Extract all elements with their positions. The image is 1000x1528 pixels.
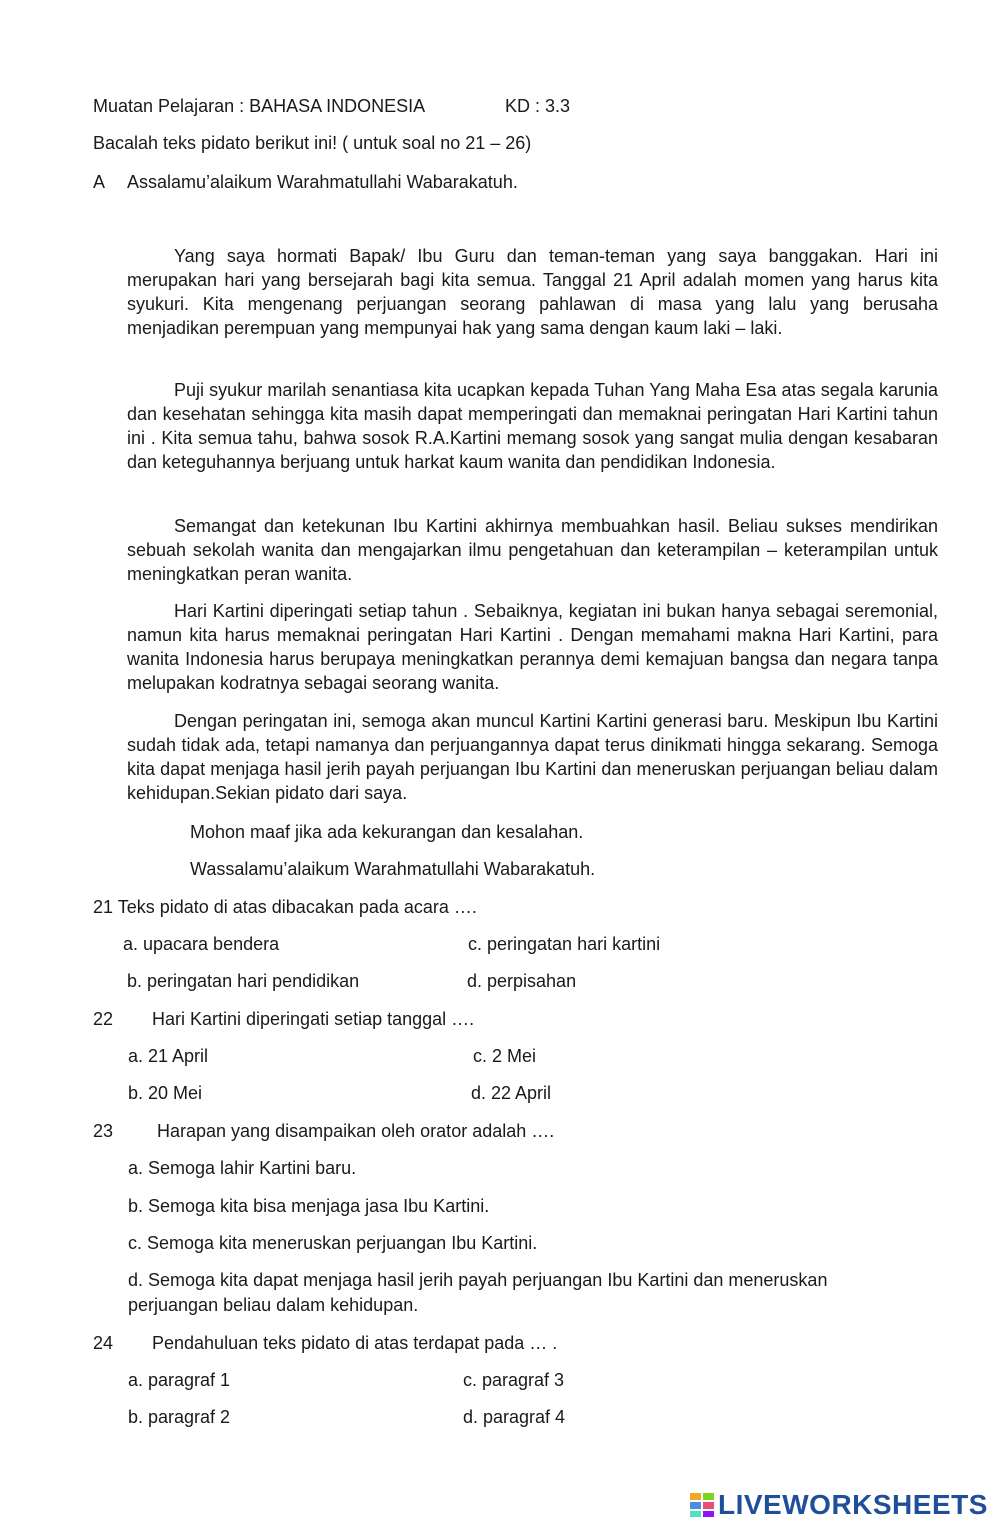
q23-option-b: b. Semoga kita bisa menjaga jasa Ibu Kartini.: [128, 1196, 490, 1216]
q21-option-a: a. upacara bendera: [123, 934, 280, 954]
section-letter: A: [93, 172, 106, 192]
speech-paragraph-3-text: Semangat dan ketekunan Ibu Kartini akhirnya membuahkan hasil. Beliau sukses mendirikan sebuah sekolah wanita dan mengajarkan ilmu pengetahuan dan keterampilan – keterampilan untuk meningkatkan peran wanita.: [127, 516, 938, 584]
speech-paragraph-2: [127, 378, 938, 474]
liveworksheets-brand-text: LIVEWORKSHEETS: [718, 1489, 988, 1520]
q23-option-a: a. Semoga lahir Kartini baru.: [128, 1158, 357, 1178]
q23-option-c: c. Semoga kita meneruskan perjuangan Ibu Kartini.: [128, 1233, 538, 1253]
question-23-text: Harapan yang disampaikan oleh orator adalah ….: [157, 1121, 555, 1141]
q22-option-d: d. 22 April: [471, 1083, 552, 1103]
q22-option-a: a. 21 April: [128, 1046, 209, 1066]
question-22-text: Hari Kartini diperingati setiap tanggal ….: [152, 1009, 475, 1029]
speech-paragraph-1: [127, 244, 938, 340]
closing-greeting: Wassalamu’alaikum Warahmatullahi Wabarakatuh.: [190, 859, 596, 879]
question-23-number: 23: [93, 1121, 114, 1141]
q23-option-d-line2: perjuangan beliau dalam kehidupan.: [128, 1295, 419, 1315]
speech-paragraph-5: [127, 709, 938, 805]
question-24-number: 24: [93, 1333, 114, 1353]
liveworksheets-logo-icon: [690, 1493, 714, 1517]
q24-option-d: d. paragraf 4: [463, 1407, 566, 1427]
question-24-text: Pendahuluan teks pidato di atas terdapat pada … .: [152, 1333, 558, 1353]
speech-paragraph-5-text: Dengan peringatan ini, semoga akan muncul Kartini Kartini generasi baru. Meskipun Ibu Kartini sudah tidak ada, tetapi namanya dan perjuangannya dapat terus dinikmati hingga sekarang. Semoga kita dapat menjaga hasil jerih payah perjuangan Ibu Kartini dan meneruskan perjuangan beliau dalam kehidupan.Sekian pidato dari saya.: [127, 711, 938, 803]
q24-option-a: a. paragraf 1: [128, 1370, 231, 1390]
q24-option-b: b. paragraf 2: [128, 1407, 231, 1427]
question-21-text: 21 Teks pidato di atas dibacakan pada acara ….: [93, 897, 477, 917]
speech-paragraph-4-text: Hari Kartini diperingati setiap tahun . Sebaiknya, kegiatan ini bukan hanya sebagai seremonial, namun kita harus memaknai peringatan Hari Kartini . Dengan memahami makna Hari Kartini, para wanita Indonesia harus berupaya meningkatkan perannya demi kemajuan bangsa dan negara tanpa melupakan kodratnya sebagai seorang wanita.: [127, 601, 938, 693]
apology-text: Mohon maaf jika ada kekurangan dan kesalahan.: [190, 822, 584, 842]
question-22-number: 22: [93, 1009, 114, 1029]
q21-option-c: c. peringatan hari kartini: [468, 934, 661, 954]
kd-label: KD : 3.3: [505, 96, 571, 116]
q22-option-b: b. 20 Mei: [128, 1083, 203, 1103]
speech-paragraph-3: [127, 514, 938, 586]
liveworksheets-logo: [690, 1488, 988, 1522]
greeting-text: Assalamu’alaikum Warahmatullahi Wabarakatuh.: [127, 172, 518, 192]
q21-option-b: b. peringatan hari pendidikan: [127, 971, 360, 991]
speech-paragraph-1-text: Yang saya hormati Bapak/ Ibu Guru dan teman-teman yang saya banggakan. Hari ini merupakan hari yang bersejarah bagi kita semua. Tanggal 21 April adalah momen yang harus kita syukuri. Kita mengenang perjuangan seorang pahlawan di masa yang lalu yang berusaha menjadikan perempuan yang mempunyai hak yang sama dengan kaum laki – laki.: [127, 246, 938, 338]
instruction-text: Bacalah teks pidato berikut ini! ( untuk soal no 21 – 26): [93, 133, 532, 153]
q24-option-c: c. paragraf 3: [463, 1370, 565, 1390]
speech-paragraph-2-text: Puji syukur marilah senantiasa kita ucapkan kepada Tuhan Yang Maha Esa atas segala karunia dan kesehatan sehingga kita masih dapat memperingati dan memaknai peringatan Hari Kartini tahun ini . Kita semua tahu, bahwa sosok R.A.Kartini memang sosok yang sangat mulia dengan kesabaran dan keteguhannya berjuang untuk harkat kaum wanita dan pendidikan Indonesia.: [127, 380, 938, 472]
q21-option-d: d. perpisahan: [467, 971, 577, 991]
speech-paragraph-4: [127, 599, 938, 695]
q22-option-c: c. 2 Mei: [473, 1046, 537, 1066]
q23-option-d-line1: d. Semoga kita dapat menjaga hasil jerih payah perjuangan Ibu Kartini dan meneruskan: [128, 1270, 828, 1290]
subject-label: Muatan Pelajaran : BAHASA INDONESIA: [93, 96, 426, 116]
